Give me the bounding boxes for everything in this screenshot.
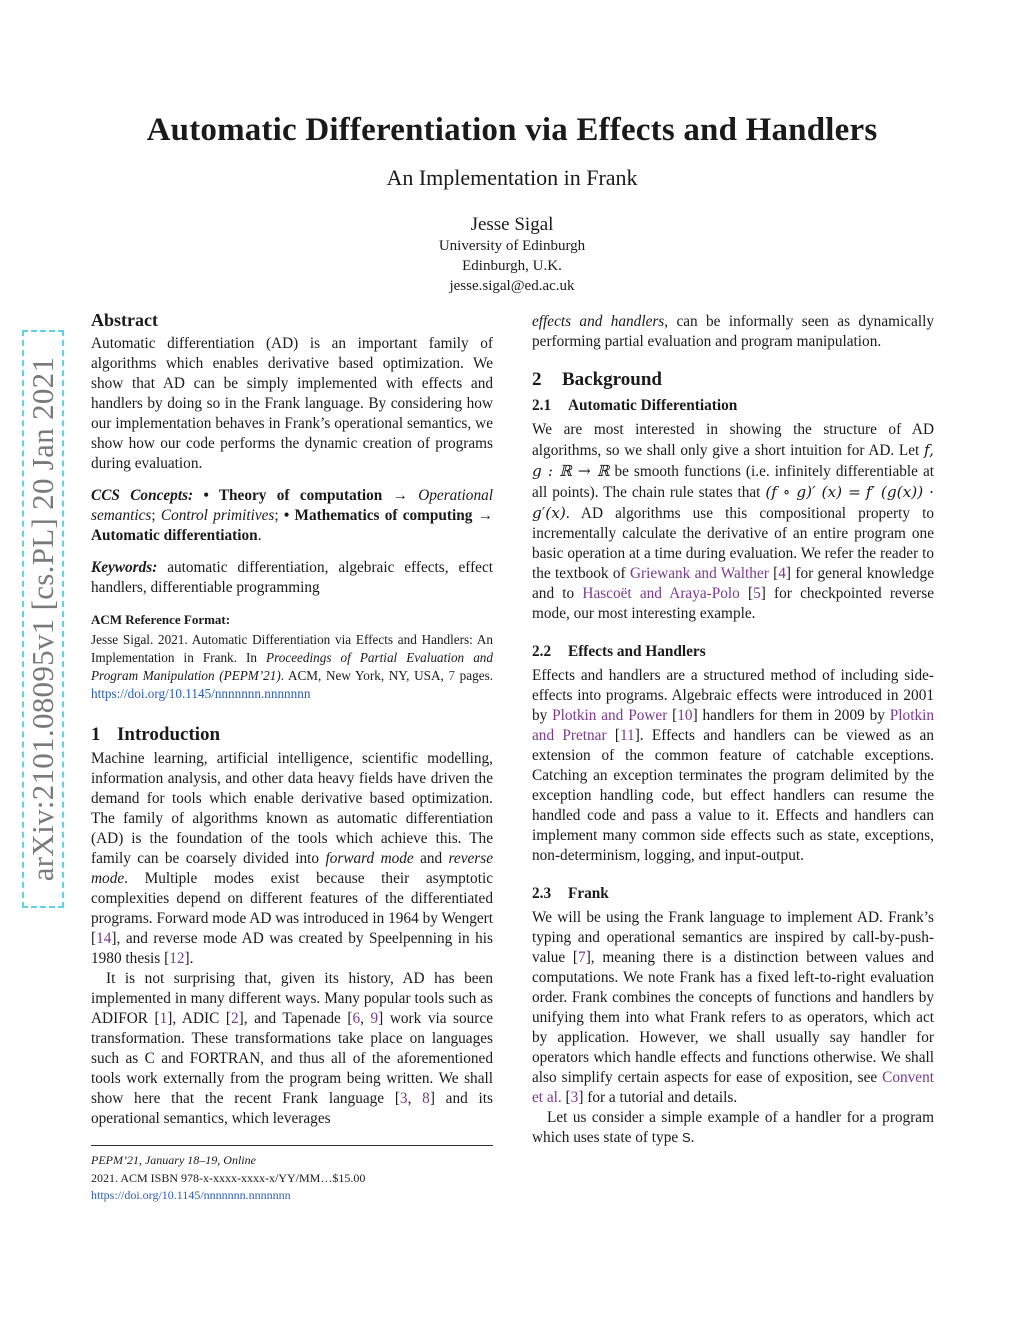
citation-link[interactable]: 10 [677, 707, 693, 724]
subsection-2-2-text [532, 666, 934, 866]
reference-link-plotkin-power[interactable]: Plotkin and Power [552, 707, 668, 724]
text-run: ] for a tutorial and details. [578, 1089, 738, 1106]
citation-link[interactable]: 6 [352, 1010, 361, 1027]
text-run: ], and Tapenade [ [238, 1010, 353, 1027]
subsection-title: Automatic Differentiation [568, 397, 738, 414]
reference-link-hascoet[interactable]: Hascoët and Araya-Polo [582, 585, 740, 602]
footnote-doi-link[interactable]: https://doi.org/10.1145/nnnnnnn.nnnnnnn [91, 1188, 291, 1202]
right-column [532, 312, 934, 1148]
text-run: [ [606, 727, 620, 744]
ccs-label: CCS Concepts: [91, 487, 194, 504]
text-run: Let us consider a simple example of a handler for a program which uses state of type [532, 1109, 934, 1146]
subsection-2-2-heading [532, 642, 934, 662]
citation-link[interactable]: 3 [399, 1090, 408, 1107]
citation-link[interactable]: 8 [422, 1090, 430, 1107]
background-heading [532, 370, 934, 390]
reference-link-plotkin-pretnar[interactable]: Plotkin and Pretnar [532, 707, 934, 744]
text-run: [ [768, 565, 779, 582]
footnote-isbn: 2021. ACM ISBN 978-x-xxxx-xxxx-x/YY/MM…$15.00 [91, 1171, 366, 1185]
ccs-mathematics: • Mathematics of computing [283, 507, 473, 524]
text-run: . [690, 1129, 695, 1146]
math-inline: f′ (g(x)) · g′(x) [532, 483, 935, 522]
keywords-label: Keywords: [91, 559, 158, 576]
subsection-number: 2.2 [532, 643, 552, 660]
text-run: . Multiple modes exist because their asymptotic complexities depend on different features of the differentiated programs. Forward mode AD was introduced in 1964 by Wengert [ [91, 870, 493, 947]
subsection-title: Effects and Handlers [568, 643, 706, 660]
text-run: ] for checkpointed reverse mode, our most interesting example. [532, 585, 934, 622]
intro-paragraph-2 [91, 969, 493, 1129]
ccs-control: Control primitives [160, 507, 275, 524]
section-title: Introduction [117, 724, 221, 745]
subsection-2-1-heading [532, 396, 934, 416]
keywords-text: automatic differentiation, algebraic effects, effect handlers, differentiable programming [91, 559, 493, 596]
ccs-concepts: CCS Concepts: • Theory of computation → Operational semantics; Control primitives; • Mathematics of computing → Automatic differentiation. [91, 487, 494, 544]
author-name: Jesse Sigal [470, 214, 554, 235]
text-run: ], meaning there is a distinction between values and computations. We note Frank has a fixed left-to-right evaluation order. Frank combines the concepts of functions and handlers by unifying them into what Frank refers to as operators, which act by application. However, we shall usually say handler for operators which handle effects and functions otherwise. We shall also simplify certain aspects for ease of exposition, see [532, 949, 934, 1086]
ccs-arrow-1: → [392, 487, 408, 504]
text-run: and [413, 850, 449, 867]
text-run: It is not surprising that, given its history, AD has been implemented in many different ways. Many popular tools such as ADIFOR [ [91, 970, 493, 1027]
acm-ref-venue: Proceedings of Partial Evaluation and Program Manipulation (PEPM’21) [91, 650, 493, 683]
reference-link-convent[interactable]: Convent et al. [532, 1069, 934, 1106]
citation-link[interactable]: 3 [570, 1089, 579, 1106]
subsection-title: Frank [568, 885, 609, 902]
left-column [91, 310, 493, 1129]
ccs-operational: Operational semantics [91, 487, 494, 524]
citation-link[interactable]: 12 [169, 950, 185, 967]
ccs-theory: • Theory of computation [203, 487, 383, 504]
acm-ref-part: pages. [455, 668, 493, 683]
text-run: ]. [184, 950, 194, 967]
text-run: ] for general knowledge and to [532, 565, 934, 602]
subsection-2-1-text [532, 420, 934, 624]
text-run: [ [667, 707, 678, 724]
forward-mode-term: forward mode [325, 850, 414, 867]
arxiv-stamp-text: arXiv:2101.08095v1 [cs.PL] 20 Jan 2021 [25, 356, 60, 882]
effects-handlers-term: effects and handlers [532, 313, 665, 330]
footnote-rule [91, 1145, 493, 1146]
citation-link[interactable]: 5 [753, 585, 761, 602]
text-run: Effects and handlers are a structured method of including side-effects into programs. Algebraic effects were introduced in 2001 by [532, 667, 934, 724]
intro-paragraph-1 [91, 749, 493, 969]
subsection-2-3-text [532, 908, 934, 1108]
author-email: jesse.sigal@ed.ac.uk [449, 278, 575, 294]
acm-ref-doi-link[interactable]: https://doi.org/10.1145/nnnnnnn.nnnnnnn [91, 686, 311, 701]
section-number: 2 [532, 369, 542, 390]
text-run: ], and reverse mode AD was created by Speelpenning in his 1980 thesis [ [91, 930, 493, 967]
text-run: We will be using the Frank language to implement AD. Frank’s typing and operational semantics are inspired by call-by-push-value [ [532, 909, 934, 966]
acm-ref-part: Jesse Sigal. 2021. Automatic Differentiation via Effects and Handlers: An Implementation in Frank. In [91, 632, 493, 665]
acm-ref-part: . ACM, New York, NY, USA, [280, 668, 449, 683]
paper-subtitle: An Implementation in Frank [386, 165, 638, 190]
text-run: be smooth functions (i.e. infinitely differentiable at all points). The chain rule states that [532, 463, 934, 501]
acm-ref-heading: ACM Reference Format: [91, 612, 231, 627]
subsection-2-3-paragraph-2 [532, 1108, 934, 1148]
citation-link[interactable]: 2 [230, 1010, 239, 1027]
section-number: 1 [91, 724, 101, 745]
text-run: [ [739, 585, 754, 602]
math-inline: f, g : ℝ → ℝ [532, 441, 934, 480]
intro-heading [91, 725, 493, 745]
citation-link[interactable]: 14 [96, 930, 112, 947]
abstract-text: Automatic differentiation (AD) is an important family of algorithms which enables derivative based optimization. We show that AD can be simply implemented with effects and handlers by doing so in the Frank language. By considering how our implementation behaves in Frank’s operational semantics, we show how our code performs the dynamic creation of programs during evaluation. [91, 335, 493, 472]
keywords [91, 558, 493, 598]
citation-link[interactable]: 1 [159, 1010, 168, 1027]
subsection-number: 2.3 [532, 885, 552, 902]
acm-ref-text [91, 631, 493, 703]
author-location: Edinburgh, U.K. [462, 258, 562, 274]
ccs-autodiff: Automatic differentiation [91, 527, 258, 544]
text-run: [ [561, 1089, 571, 1106]
text-run: ]. Effects and handlers can be viewed as an extension of the common feature of catchable exceptions. Catching an exception terminates the program delimited by the exception handling code, but effect handlers can resume the handled code and pass a value to it. Effects and handlers can implement many common side effects such as state, exceptions, non-determinism, logging, and input-output. [532, 727, 934, 864]
reverse-mode-term: reverse mode [91, 850, 493, 887]
abstract-heading: Abstract [91, 310, 158, 330]
arxiv-stamp [22, 330, 64, 908]
text-run: ] work via source transformation. These transformations take place on languages such as C and FORTRAN, and thus all of the aforementioned tools work externally from the program being written. We shall show here that the recent Frank language [ [91, 1010, 493, 1107]
footnote-conference [91, 1152, 256, 1168]
text-run: We are most interested in showing the structure of AD algorithms, so we shall only give a short intuition for AD. Let [532, 421, 934, 459]
text-run: . AD algorithms use this compositional property to incrementally calculate the derivative of an entire program one basic operation at a time during evaluation. We refer the reader to the textbook of [532, 505, 934, 582]
text-run: ], ADIC [ [167, 1010, 231, 1027]
text-run: , [407, 1090, 423, 1107]
intro-continuation [532, 312, 934, 352]
text-run: ] and its operational semantics, which leverages [91, 1090, 493, 1127]
citation-link[interactable]: 7 [578, 949, 586, 966]
type-name: S [681, 1130, 691, 1145]
text-run: Machine learning, artificial intelligence, scientific modelling, information analysis, and other data heavy fields have driven the demand for tools which enable derivative based optimization. The family of algorithms known as automatic differentiation (AD) is the foundation of the tools which achieve this. The family can be coarsely divided into [91, 750, 493, 867]
paper-title: Automatic Differentiation via Effects and Handlers [146, 112, 878, 148]
acm-ref-pages: 7 [448, 668, 456, 683]
reference-link-griewank[interactable]: Griewank and Walther [629, 565, 769, 582]
text-run: , can be informally seen as dynamically performing partial evaluation and program manipulation. [532, 313, 934, 350]
ccs-arrow-2: → [477, 507, 494, 524]
section-title: Background [562, 369, 662, 390]
subsection-2-3-heading [532, 884, 934, 904]
subsection-number: 2.1 [532, 397, 552, 414]
math-inline: (f ∘ g)′ (x) = [765, 483, 861, 501]
citation-link[interactable]: 11 [619, 727, 635, 744]
citation-link[interactable]: 4 [778, 565, 786, 582]
footnote-conference-text: PEPM’21, January 18–19, Online [91, 1153, 256, 1167]
author-affiliation: University of Edinburgh [438, 238, 586, 254]
citation-link[interactable]: 9 [370, 1010, 379, 1027]
text-run: ] handlers for them in 2009 by [692, 707, 890, 724]
text-run: , [360, 1010, 371, 1027]
